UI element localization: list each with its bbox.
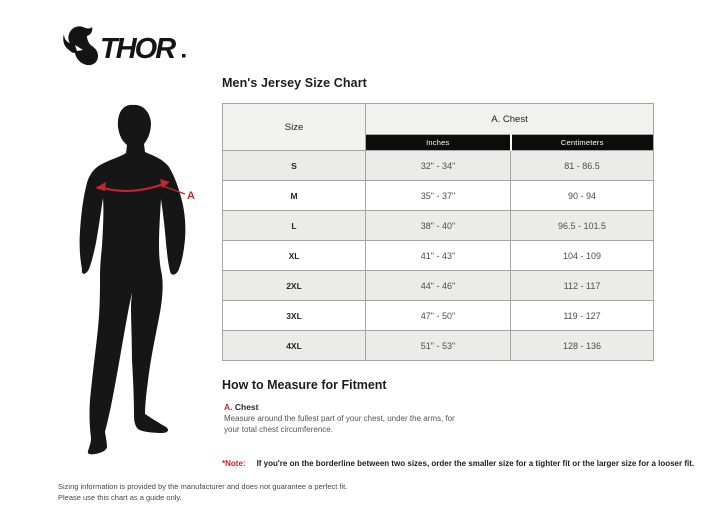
cell-size: L <box>223 211 366 241</box>
table-row <box>223 301 654 331</box>
table-row <box>223 211 654 241</box>
cell-cm: 81 - 86.5 <box>511 151 654 181</box>
silhouette-shape <box>80 105 186 454</box>
measure-item-description: Measure around the fullest part of your chest, under the arms, for your total chest circumference. <box>224 414 455 434</box>
cell-size: S <box>223 151 366 181</box>
fitment-note <box>222 459 694 468</box>
measure-item-label <box>224 402 258 412</box>
table-row <box>223 241 654 271</box>
cell-inches: 47" - 50" <box>366 301 511 331</box>
cell-cm: 96.5 - 101.5 <box>511 211 654 241</box>
footer-disclaimer <box>58 482 347 504</box>
chest-point-label: A <box>187 190 195 202</box>
cell-cm: 90 - 94 <box>511 181 654 211</box>
measure-item-name: Chest <box>232 402 259 412</box>
cell-size: XL <box>223 241 366 271</box>
column-header-size: Size <box>223 104 366 151</box>
goat-head-icon <box>63 26 98 65</box>
table-row <box>223 151 654 181</box>
measure-item-letter: A. <box>224 402 233 412</box>
size-chart-title: Men's Jersey Size Chart <box>222 76 367 90</box>
note-prefix: *Note: <box>222 459 246 468</box>
column-header-centimeters: Centimeters <box>511 135 654 151</box>
cell-cm: 112 - 117 <box>511 271 654 301</box>
size-table <box>222 103 654 361</box>
cell-size: 4XL <box>223 331 366 361</box>
cell-inches: 32" - 34" <box>366 151 511 181</box>
disclaimer-line-1: Sizing information is provided by the manufacturer and does not guarantee a perfect fit. <box>58 482 348 491</box>
measure-heading: How to Measure for Fitment <box>222 378 387 392</box>
body-silhouette <box>58 98 206 470</box>
column-header-inches: Inches <box>366 135 511 151</box>
cell-size: M <box>223 181 366 211</box>
cell-cm: 104 - 109 <box>511 241 654 271</box>
cell-inches: 35" - 37" <box>366 181 511 211</box>
table-row <box>223 331 654 361</box>
cell-inches: 51" - 53" <box>366 331 511 361</box>
cell-cm: 119 - 127 <box>511 301 654 331</box>
cell-cm: 128 - 136 <box>511 331 654 361</box>
thor-logo <box>62 26 188 66</box>
table-row <box>223 271 654 301</box>
cell-size: 2XL <box>223 271 366 301</box>
note-text: If you're on the borderline between two sizes, order the smaller size for a tighter fit or the larger size for a looser fit. <box>256 459 695 468</box>
column-header-chest-group: A. Chest <box>366 104 654 135</box>
cell-inches: 38" - 40" <box>366 211 511 241</box>
cell-size: 3XL <box>223 301 366 331</box>
table-row <box>223 181 654 211</box>
cell-inches: 41" - 43" <box>366 241 511 271</box>
size-table-body <box>223 151 654 361</box>
cell-inches: 44" - 46" <box>366 271 511 301</box>
svg-text:THOR: THOR <box>100 33 175 65</box>
disclaimer-line-2: Please use this chart as a guide only. <box>58 492 182 502</box>
thor-logo-text <box>100 33 186 65</box>
